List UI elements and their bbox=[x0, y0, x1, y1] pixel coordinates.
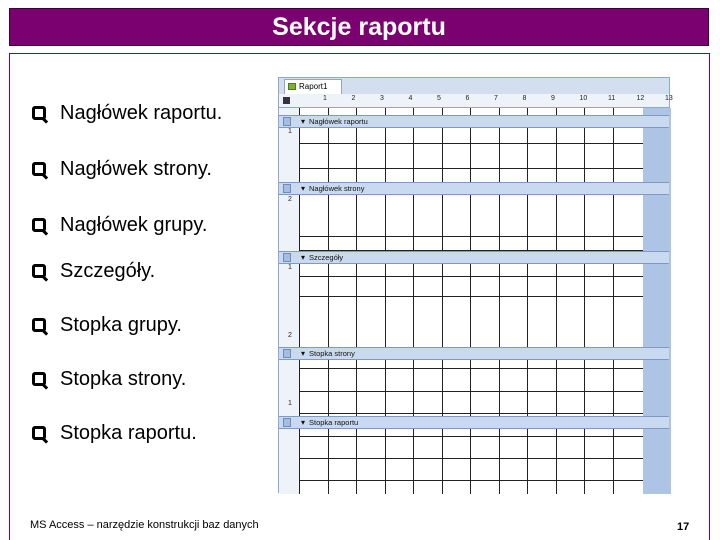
ruler-corner-icon bbox=[283, 97, 290, 104]
vertical-ruler bbox=[279, 108, 299, 494]
page-number: 17 bbox=[677, 521, 690, 533]
ruler-number: 1 bbox=[288, 400, 292, 407]
designer-margin bbox=[643, 108, 671, 494]
checkbox-bullet-icon bbox=[32, 264, 46, 278]
band-detail bbox=[279, 251, 669, 264]
bullet-text: Nagłówek grupy. bbox=[60, 214, 208, 236]
report-designer-screenshot bbox=[278, 77, 673, 493]
ruler-number: 2 bbox=[288, 332, 292, 339]
arrow-down-icon: ▾ bbox=[301, 349, 306, 358]
grid-line bbox=[299, 276, 643, 277]
grid-line bbox=[299, 413, 643, 414]
checkbox-bullet-icon bbox=[32, 426, 46, 440]
checkbox-bullet-icon bbox=[32, 372, 46, 386]
grid-line bbox=[299, 436, 643, 437]
report-tab-label: Raport1 bbox=[299, 82, 328, 91]
arrow-down-icon: ▾ bbox=[301, 253, 306, 262]
bullet-text: Stopka strony. bbox=[60, 368, 187, 390]
checkbox-bullet-icon bbox=[32, 318, 46, 332]
band-report-header bbox=[279, 115, 669, 128]
band-label: Stopka raportu bbox=[309, 418, 359, 427]
arrow-down-icon: ▾ bbox=[301, 418, 306, 427]
bullet-item bbox=[32, 368, 186, 391]
bullet-item bbox=[32, 102, 222, 125]
band-label: Stopka strony bbox=[309, 349, 355, 358]
band-report-footer bbox=[279, 416, 669, 429]
band-page-footer bbox=[279, 347, 669, 360]
horizontal-ruler bbox=[279, 94, 673, 108]
ruler-number: 4 bbox=[408, 95, 413, 102]
grid-line bbox=[299, 296, 643, 297]
arrow-down-icon: ▾ bbox=[301, 117, 306, 126]
grid-line bbox=[299, 480, 643, 481]
band-label: Nagłówek strony bbox=[309, 184, 365, 193]
checkbox-bullet-icon bbox=[32, 162, 46, 176]
band-label: Szczegóły bbox=[309, 253, 344, 262]
bullet-text: Szczegóły. bbox=[60, 260, 156, 282]
ruler-number: 1 bbox=[323, 95, 327, 102]
ruler-number: 7 bbox=[494, 95, 498, 102]
ruler-number: 12 bbox=[636, 95, 645, 102]
bullet-text: Nagłówek raportu. bbox=[60, 102, 223, 124]
bullet-text: Stopka grupy. bbox=[60, 314, 182, 336]
ruler-number: 2 bbox=[351, 95, 356, 102]
band-selector-icon bbox=[283, 184, 291, 193]
design-grid bbox=[299, 108, 643, 494]
ruler-number: 11 bbox=[608, 95, 616, 102]
ruler-number: 8 bbox=[522, 95, 527, 102]
checkbox-bullet-icon bbox=[32, 106, 46, 120]
ruler-number: 13 bbox=[665, 95, 673, 102]
slide-title: Sekcje raportu bbox=[9, 8, 709, 46]
bullet-item bbox=[32, 260, 155, 283]
bullet-text: Nagłówek strony. bbox=[60, 158, 212, 180]
ruler-number: 2 bbox=[288, 196, 292, 203]
ruler-number: 9 bbox=[551, 95, 555, 102]
ruler-number: 1 bbox=[288, 264, 292, 271]
report-icon bbox=[288, 83, 296, 90]
grid-line bbox=[299, 458, 643, 459]
band-page-header bbox=[279, 182, 669, 195]
band-selector-icon bbox=[283, 117, 291, 126]
band-selector-icon bbox=[283, 253, 291, 262]
bullet-item bbox=[32, 422, 197, 445]
ruler-number: 10 bbox=[579, 95, 588, 102]
ruler-number: 1 bbox=[288, 128, 292, 135]
checkbox-bullet-icon bbox=[32, 218, 46, 232]
ruler-number: 5 bbox=[437, 95, 441, 102]
document-tabstrip bbox=[279, 78, 669, 94]
bullet-item bbox=[32, 214, 207, 237]
grid-line bbox=[299, 368, 643, 369]
band-label: Nagłówek raportu bbox=[309, 117, 368, 126]
band-selector-icon bbox=[283, 418, 291, 427]
grid-line bbox=[299, 143, 643, 144]
ruler-number: 3 bbox=[380, 95, 384, 102]
bullet-item bbox=[32, 314, 182, 337]
ruler-number: 6 bbox=[465, 95, 470, 102]
grid-line bbox=[299, 391, 643, 392]
arrow-down-icon: ▾ bbox=[301, 184, 306, 193]
bullet-text: Stopka raportu. bbox=[60, 422, 197, 444]
grid-line bbox=[299, 168, 643, 169]
grid-line bbox=[299, 236, 643, 237]
report-tab bbox=[284, 79, 342, 94]
bullet-item bbox=[32, 158, 212, 181]
slide-footer: MS Access – narzędzie konstrukcji baz danych bbox=[30, 519, 259, 531]
band-selector-icon bbox=[283, 349, 291, 358]
